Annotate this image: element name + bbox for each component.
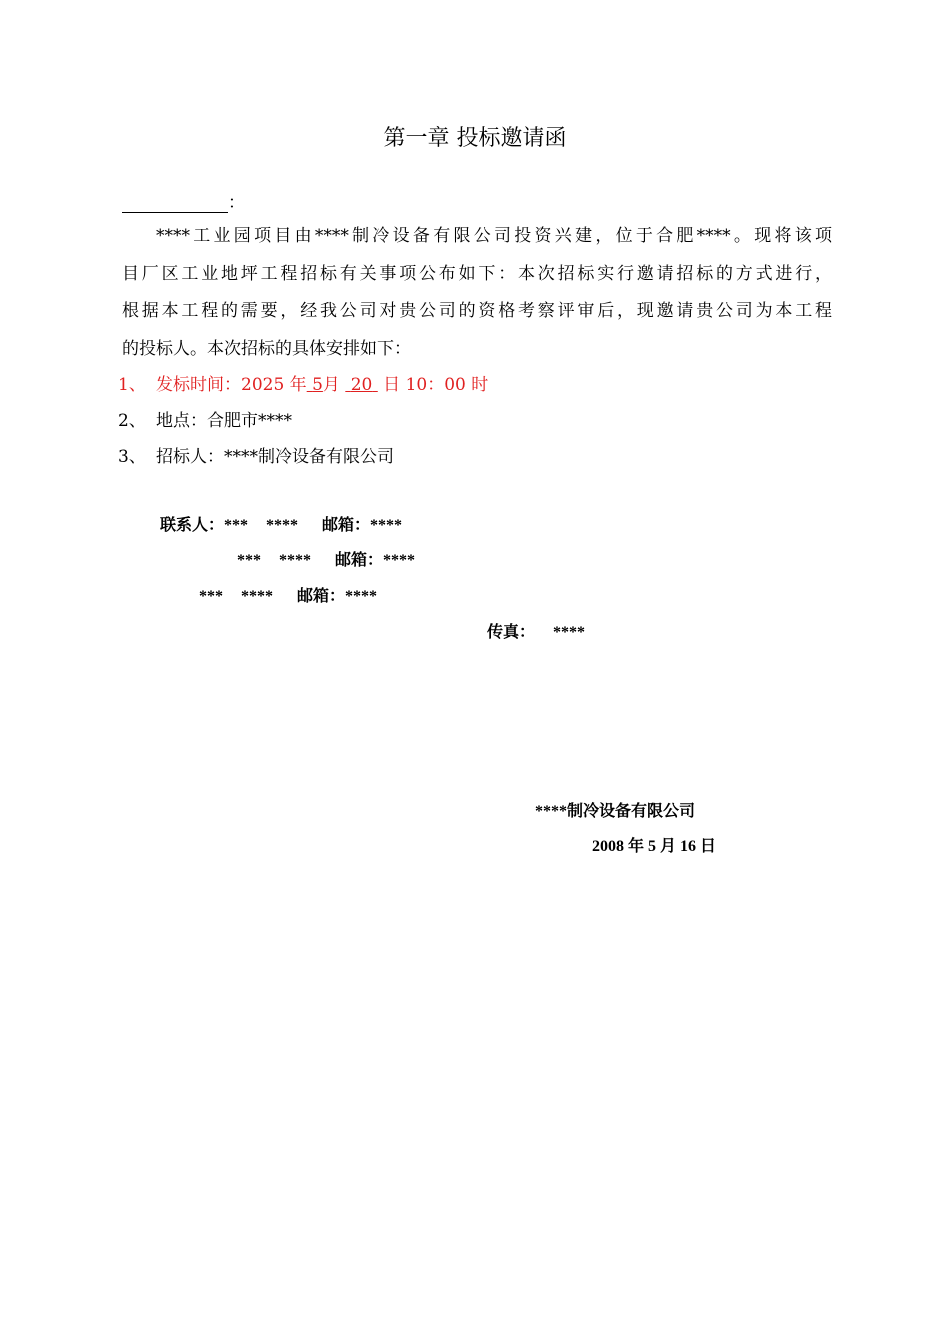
contact-row	[199, 583, 377, 606]
fax-row	[487, 619, 585, 642]
item-number: 1、	[118, 375, 146, 395]
intro-line: 根据本工程的需要，经我公司对贵公司的资格考察评审后，现邀请贵公司为本工程	[122, 301, 832, 322]
release-month: 5	[312, 375, 323, 395]
signature-date: 2008 年 5 月 16 日	[592, 838, 717, 855]
addressee-line	[122, 188, 245, 213]
location-text: 地点：合肥市****	[156, 411, 292, 431]
item-tenderer	[118, 442, 394, 467]
contact-phone: ****	[279, 552, 311, 569]
signature-company: ****制冷设备有限公司	[535, 803, 696, 820]
item-number: 3、	[118, 447, 146, 467]
intro-line: ****工业园项目由****制冷设备有限公司投资兴建，位于合肥****。现将该项	[156, 226, 832, 246]
page-title: 第一章 投标邀请函	[383, 126, 567, 151]
email-value: ****	[370, 517, 403, 534]
addressee-colon: ：	[228, 193, 245, 213]
contact-row	[160, 512, 402, 535]
email-value: ****	[345, 588, 378, 605]
contact-row	[237, 547, 415, 570]
email-label: 邮箱：	[335, 552, 384, 569]
contact-label: 联系人：	[160, 517, 225, 534]
intro-line: 的投标人。本次招标的具体安排如下：	[122, 338, 411, 359]
fax-label: 传真：	[487, 624, 536, 641]
fax-value: ****	[553, 624, 586, 641]
day-unit: 日	[383, 375, 401, 395]
release-hour: 10：00 时	[405, 375, 489, 395]
email-label: 邮箱：	[322, 517, 371, 534]
month-unit: 月	[322, 375, 340, 395]
addressee-blank	[122, 194, 228, 213]
release-day: 20	[350, 375, 373, 395]
contact-name: ***	[199, 588, 223, 605]
intro-paragraph	[122, 218, 832, 368]
item-location	[118, 406, 292, 431]
item-release-time	[118, 370, 488, 395]
contact-phone: ****	[241, 588, 273, 605]
item-number: 2、	[118, 411, 146, 431]
contact-name: ***	[224, 517, 249, 534]
contact-name: ***	[237, 552, 261, 569]
email-label: 邮箱：	[297, 588, 346, 605]
tenderer-text: 招标人：****制冷设备有限公司	[156, 447, 394, 467]
email-value: ****	[383, 552, 416, 569]
contact-phone: ****	[266, 517, 299, 534]
intro-line: 目厂区工业地坪工程招标有关事项公布如下：本次招标实行邀请招标的方式进行，	[122, 263, 832, 284]
release-time-label: 发标时间：2025 年	[156, 375, 307, 395]
